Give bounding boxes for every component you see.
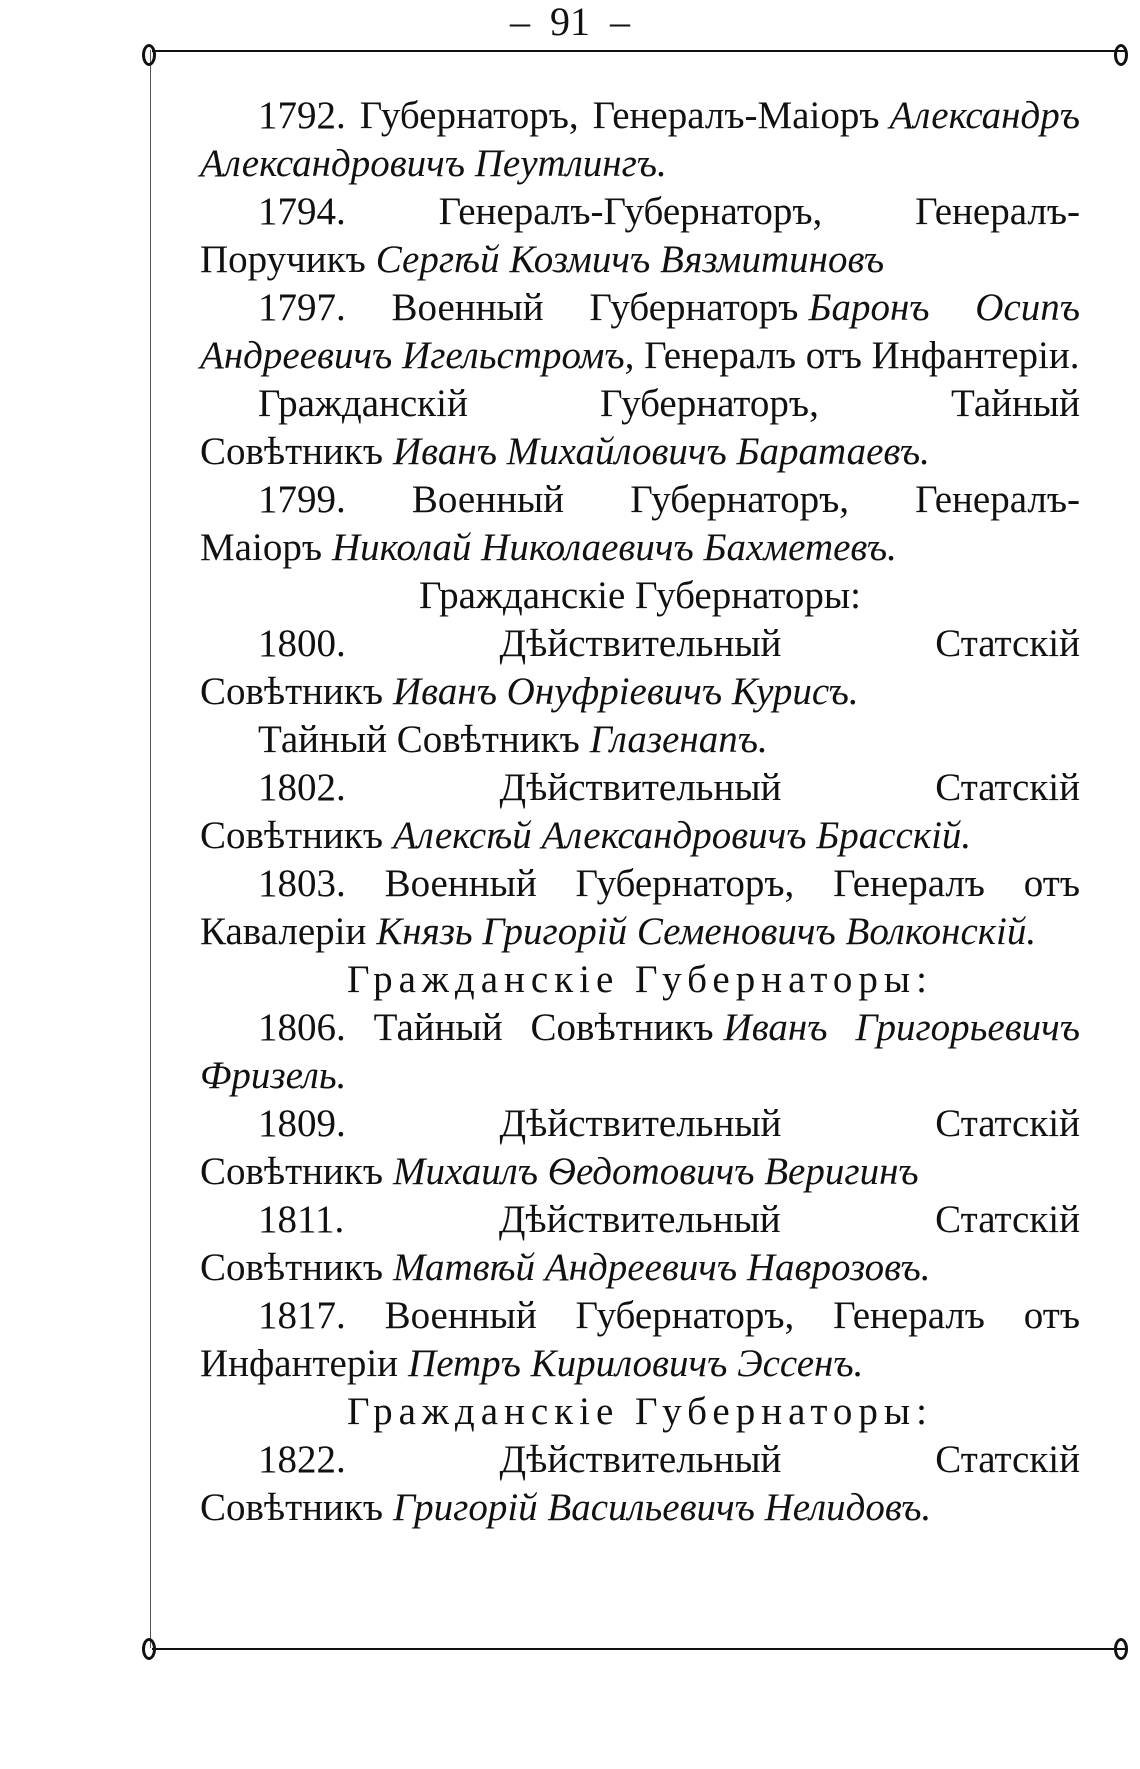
entry-title: 1806. Тайный Совѣтникъ (258, 1006, 714, 1049)
entry-title: Тайный Совѣтникъ (258, 718, 580, 761)
entry-title: 1817. Военный Губернаторъ, Генералъ отъ Инфантеріи (200, 1294, 1080, 1385)
bottom-rule (152, 1648, 1127, 1650)
governor-entry (200, 188, 1080, 284)
page-number-value: 91 (550, 0, 590, 44)
entry-name: Баронъ Осипъ Андреевичъ Игельстромъ, (200, 286, 1081, 377)
entry-rank: Генералъ отъ Инфантеріи. (644, 334, 1080, 377)
entry-name: Иванъ Михайловичъ Баратаевъ. (393, 430, 930, 473)
governor-entry (200, 860, 1080, 956)
entry-name: Сергѣй Козмичъ Вязмитиновъ (375, 238, 885, 281)
section-heading: Гражданскіе Губернаторы: (347, 958, 933, 1001)
page-number (0, 0, 1140, 44)
governor-entry (200, 380, 1080, 476)
governor-entry (200, 92, 1080, 188)
dash-right: – (610, 0, 630, 44)
governor-entry (200, 716, 1080, 764)
entry-title: 1799. Военный Губернаторъ, Генералъ-Маіоръ (200, 478, 1080, 569)
entry-name: Николай Николаевичъ Бахметевъ. (332, 526, 897, 569)
entry-name: Григорій Васильевичъ Нелидовъ. (393, 1486, 932, 1529)
entry-name: Князь Григорій Семеновичъ Волконскій. (376, 910, 1037, 953)
dash-left: – (510, 0, 530, 44)
entry-name: Матвѣй Андреевичъ Наврозовъ. (393, 1246, 931, 1289)
governor-entry (200, 1292, 1080, 1388)
entry-name: Александръ Александровичъ Пеутлингъ. (200, 94, 1080, 185)
governor-entry (200, 1100, 1080, 1196)
section-heading: Гражданскіе Губернаторы: (347, 1390, 933, 1433)
governor-entry (200, 284, 1080, 380)
entry-title: 1797. Военный Губернаторъ (258, 286, 799, 329)
corner-ornament-icon (1114, 44, 1128, 66)
entry-title: 1803. Военный Губернаторъ, Генералъ отъ Кавалеріи (200, 862, 1080, 953)
corner-ornament-icon (142, 1638, 156, 1660)
governor-entry (200, 620, 1080, 716)
corner-ornament-icon (142, 44, 156, 66)
left-border-line (150, 50, 151, 1648)
entry-name: Глазенапъ. (589, 718, 768, 761)
corner-ornament-icon (1114, 1638, 1128, 1660)
entry-title: 1802. Дѣйствительный Статскій Совѣтникъ (200, 766, 1080, 857)
top-rule (152, 50, 1127, 52)
entry-title: 1800. Дѣйствительный Статскій Совѣтникъ (200, 622, 1080, 713)
entry-title: 1811. Дѣйствительный Статскій Совѣтникъ (200, 1198, 1080, 1289)
text-block (200, 92, 1080, 1532)
entry-name: Алексѣй Александровичъ Брасскій. (393, 814, 972, 857)
governor-entry (200, 476, 1080, 572)
entry-name: Петръ Кириловичъ Эссенъ. (408, 1342, 864, 1385)
governor-entry (200, 764, 1080, 860)
section-heading: Гражданскіе Губернаторы: (419, 574, 861, 617)
governor-entry (200, 1436, 1080, 1532)
entry-title: 1792. Губернаторъ, Генералъ-Маіоръ (258, 94, 880, 137)
governor-entry (200, 1196, 1080, 1292)
entry-title: 1794. Генералъ-Губернаторъ, Генералъ-Поручикъ (200, 190, 1080, 281)
entry-title: 1822. Дѣйствительный Статскій Совѣтникъ (200, 1438, 1080, 1529)
entry-name: Михаилъ Ѳедотовичъ Веригинъ (393, 1150, 919, 1193)
entry-name: Иванъ Онуфріевичъ Курисъ. (393, 670, 859, 713)
governor-entry (200, 1004, 1080, 1100)
entry-name: Иванъ Григорьевичъ Фризель. (200, 1006, 1080, 1097)
entry-title: Гражданскій Губернаторъ, Тайный Совѣтникъ (200, 382, 1080, 473)
entry-title: 1809. Дѣйствительный Статскій Совѣтникъ (200, 1102, 1080, 1193)
